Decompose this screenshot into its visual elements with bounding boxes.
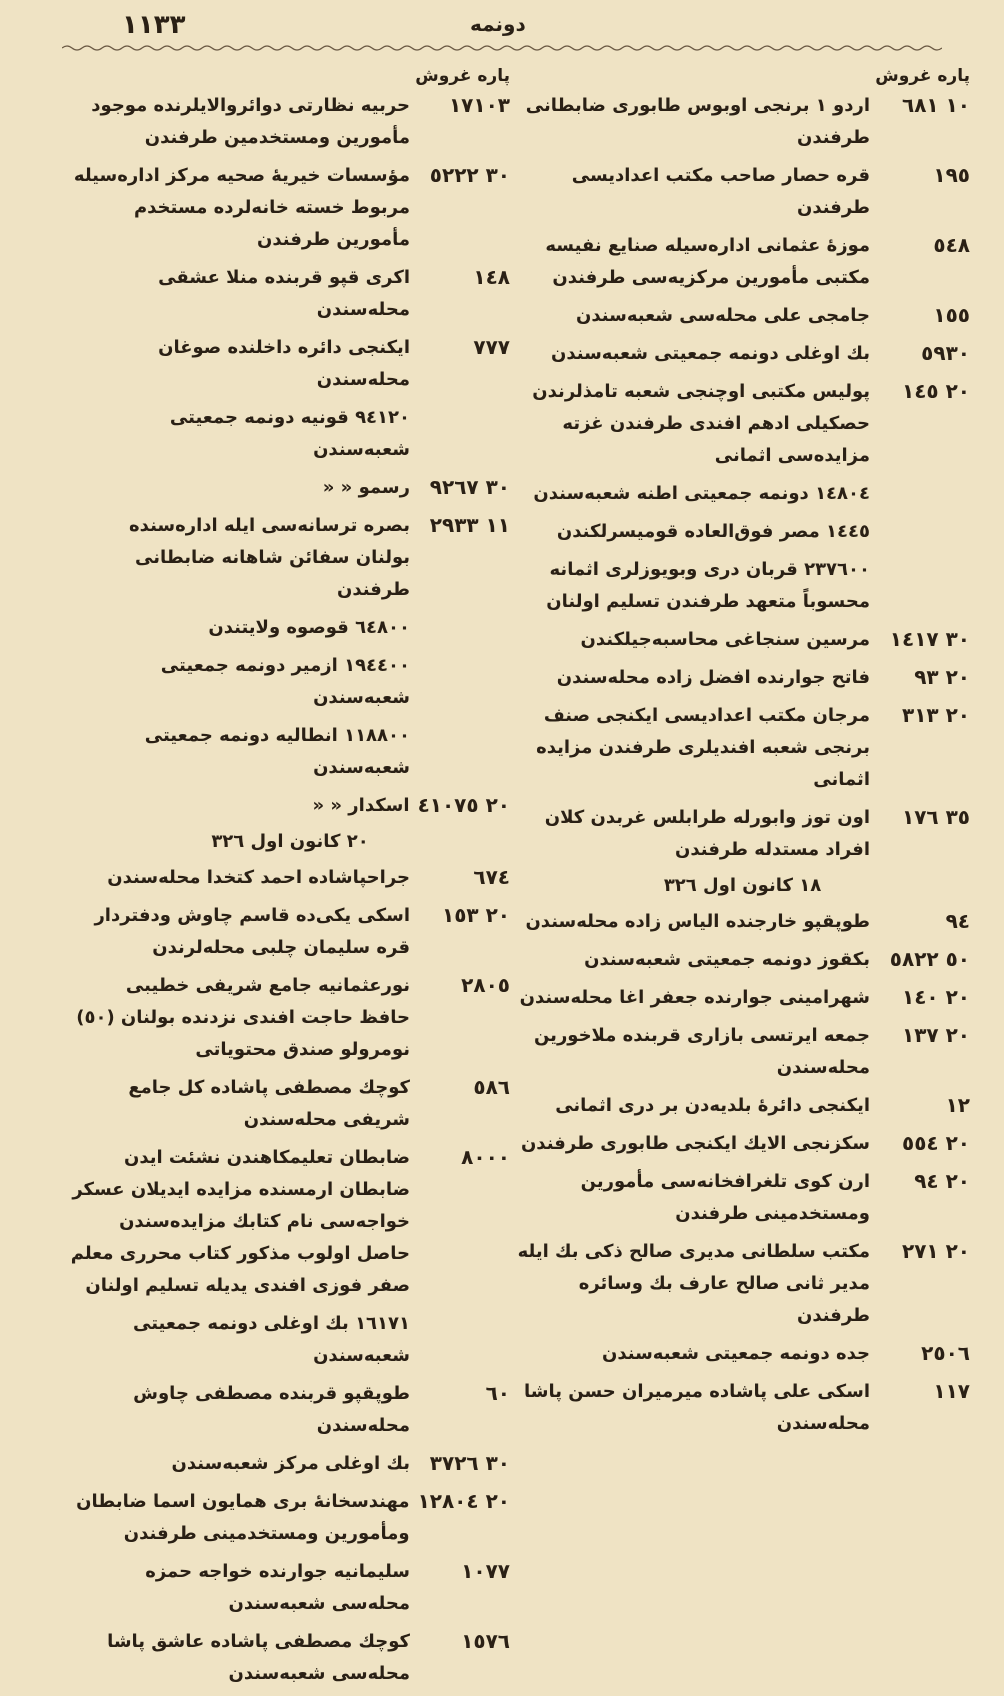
ledger-entry bbox=[70, 1072, 510, 1136]
ledger-entry bbox=[70, 790, 510, 822]
entry-text: مرجان مکتب اعدادیسی ایکنجی صنف برنجی شعبه افندیلری طرفندن مزایده اثمانی bbox=[536, 705, 870, 790]
entry-text: مهندسخانهٔ بری همایون اسما ضابطان ومأمورین ومستخدمینی طرفندن bbox=[76, 1491, 410, 1544]
amount: ٢٠ ٩٣ bbox=[914, 665, 970, 689]
amount: ٦٧٤ bbox=[473, 865, 510, 889]
entry-text: اسکدار « « bbox=[312, 795, 410, 816]
ledger-entry bbox=[515, 160, 970, 224]
entry-text: طوپقپو قربنده مصطفی چاوش محله‌سندن bbox=[133, 1383, 410, 1436]
ledger-entry bbox=[515, 554, 970, 618]
ledger-entry bbox=[515, 624, 970, 656]
amount: ٥٩٣٠ bbox=[921, 341, 970, 365]
ledger-entry bbox=[515, 478, 970, 510]
ledger-entry bbox=[70, 1378, 510, 1442]
entry-text: ارن کوی تلغرافخانه‌سی مأمورین ومستخدمینی طرفندن bbox=[580, 1171, 870, 1224]
entry-text: بصره ترسانه‌سی ایله اداره‌سنده بولنان سفائن شاهانه ضابطانی طرفندن bbox=[129, 515, 410, 600]
amount: ٢٠ ٣١٣ bbox=[901, 703, 970, 727]
ledger-entry bbox=[515, 982, 970, 1014]
entry-text: قره حصار صاحب مکتب اعدادیسی طرفندن bbox=[571, 165, 870, 218]
entry-text: ٩٤١٢٠ قونیه دونمه جمعیتی شعبه‌سندن bbox=[169, 407, 410, 460]
entry-text: ١٤٨٠٤ دونمه جمعیتی اطنه شعبه‌سندن bbox=[533, 483, 870, 504]
ledger-entry bbox=[515, 1236, 970, 1332]
entry-text: مرسین سنجاغی محاسبه‌جیلکندن bbox=[580, 629, 870, 650]
entry-text: مکتب سلطانی مدیری صالح ذکی بك ایله مدیر ثانی صالح عارف بك وسائره طرفندن bbox=[517, 1241, 870, 1326]
entry-text: بك اوغلی مرکز شعبه‌سندن bbox=[171, 1453, 410, 1474]
ledger-entry bbox=[70, 720, 510, 784]
ledger-entry bbox=[515, 802, 970, 866]
entry-text: ٦٤٨٠٠ قوصوه ولایتندن bbox=[208, 617, 410, 638]
entry-text: ١٦١٧١ بك اوغلی دونمه جمعیتی شعبه‌سندن bbox=[132, 1313, 410, 1366]
entry-text: ایکنجی دائره داخلنده صوغان محله‌سندن bbox=[158, 337, 410, 390]
amount: ١١ ٢٩٣٣ bbox=[429, 513, 510, 537]
entry-text: بك اوغلی دونمه جمعیتی شعبه‌سندن bbox=[550, 343, 870, 364]
entry-text: رسمو « « bbox=[322, 477, 410, 498]
entry-text: جراحپاشاده احمد کتخدا محله‌سندن bbox=[107, 867, 410, 888]
ledger-entry bbox=[515, 300, 970, 332]
ledger-entry bbox=[515, 1166, 970, 1230]
amount: ٥٠ ٥٨٢٢ bbox=[889, 947, 970, 971]
amount: ٧٧٧ bbox=[473, 335, 510, 359]
ledger-entry bbox=[70, 970, 510, 1066]
amount: ٣٠ ٥٢٢٢ bbox=[429, 163, 510, 187]
page-number: ١١٣٣ bbox=[122, 10, 186, 40]
date-line: ٢٠ کانون اول ٣٢٦ bbox=[211, 831, 369, 852]
ledger-entry bbox=[70, 332, 510, 396]
page-header bbox=[0, 8, 1004, 44]
entry-text: بکقوز دونمه جمعیتی شعبه‌سندن bbox=[584, 949, 870, 970]
ledger-entry bbox=[515, 338, 970, 370]
ledger-entry bbox=[70, 1448, 510, 1480]
right-column bbox=[515, 62, 970, 1446]
decorative-rule bbox=[62, 44, 942, 52]
entry-text: جامجی علی محله‌سی شعبه‌سندن bbox=[576, 305, 870, 326]
amount: ١١٧ bbox=[933, 1379, 970, 1403]
amount: ٨٠٠٠ bbox=[461, 1145, 510, 1169]
amount: ١٧١٠٣ bbox=[448, 93, 510, 117]
entry-text: کوچك مصطفی پاشاده کل جامع شریفی محله‌سندن bbox=[128, 1077, 410, 1130]
entry-text: اون توز وابورله طرابلس غربدن کلان افراد مستدله طرفندن bbox=[544, 807, 870, 860]
ledger-entry bbox=[515, 700, 970, 796]
entry-text: جمعه ایرتسی بازاری قربنده ملاخورین محله‌سندن bbox=[533, 1025, 870, 1078]
ledger-entry bbox=[70, 650, 510, 714]
date-line: ١٨ کانون اول ٣٢٦ bbox=[663, 875, 822, 896]
ledger-entry bbox=[70, 90, 510, 154]
ledger-entry bbox=[70, 1556, 510, 1620]
entry-text: اکری قپو قربنده منلا عشقی محله‌سندن bbox=[158, 267, 410, 320]
amount: ١٥٧٦ bbox=[461, 1629, 510, 1653]
ledger-entry bbox=[515, 1376, 970, 1440]
entry-text: اسکی علی پاشاده میرمیران حسن پاشا محله‌سندن bbox=[524, 1381, 870, 1434]
ledger-entry bbox=[70, 472, 510, 504]
ledger-entry bbox=[70, 1308, 510, 1372]
amount: ٥٤٨ bbox=[933, 233, 970, 257]
amount: ١٥٥ bbox=[933, 303, 970, 327]
entry-text: مؤسسات خیریهٔ صحیه مرکز اداره‌سیله مربوط خسته خانه‌لرده مستخدم مأمورین طرفندن bbox=[73, 165, 410, 250]
amount: ١٢ bbox=[945, 1093, 970, 1117]
ledger-entry bbox=[515, 1090, 970, 1122]
ledger-entry bbox=[70, 262, 510, 326]
ledger-entry bbox=[70, 862, 510, 894]
entry-text: طوپقپو خارجنده الیاس زاده محله‌سندن bbox=[525, 911, 870, 932]
amount: ٣٠ ٩٢٦٧ bbox=[429, 475, 510, 499]
entry-text: ١٤٤٥ مصر فوق‌العاده قومیسرلکندن bbox=[556, 521, 870, 542]
ledger-entry bbox=[515, 1338, 970, 1370]
ledger-entry bbox=[515, 230, 970, 294]
ledger-entry bbox=[70, 612, 510, 644]
entry-text: نورعثمانیه جامع شریفی خطیبی حافظ حاجت افندی نزدنده بولنان (٥٠) نومرولو صندق محتویاتی bbox=[76, 975, 410, 1060]
amount: ٣٠ ١٤١٧ bbox=[889, 627, 970, 651]
entry-text: ١١٨٨٠٠ انطالیه دونمه جمعیتی شعبه‌سندن bbox=[144, 725, 410, 778]
ledger-entry bbox=[70, 402, 510, 466]
amount: ١٩٥ bbox=[933, 163, 970, 187]
amount: ٦٠ bbox=[485, 1381, 510, 1405]
entry-text: جده دونمه جمعیتی شعبه‌سندن bbox=[601, 1343, 870, 1364]
amount: ٢٠ ١٤٥ bbox=[901, 379, 970, 403]
entry-text: ٢٣٧٦٠٠ قربان دری وبویوزلری اثمانه محسوباً متعهد طرفندن تسلیم اولنان bbox=[546, 559, 870, 612]
column-heading: پاره غروش bbox=[875, 66, 970, 86]
entry-text: ضابطان تعلیمکاهندن نشئت ایدن ضابطان ارمسنده مزایده ایدیلان عسکر خواجه‌سی نام کتابك مزایده‌سندن حاصل اولوب مذکور کتاب محرری معلم صفر فوزی افندی یدیله تسلیم اولنان bbox=[70, 1147, 410, 1296]
left-column bbox=[70, 62, 510, 1696]
amount: ١٠٧٧ bbox=[461, 1559, 510, 1583]
amount: ٥٨٦ bbox=[473, 1075, 510, 1099]
ledger-entry bbox=[70, 1486, 510, 1550]
ledger-entry bbox=[515, 944, 970, 976]
entry-text: کوچك مصطفی پاشاده عاشق پاشا محله‌سی شعبه‌سندن bbox=[107, 1631, 410, 1684]
entry-text: موزهٔ عثمانی اداره‌سیله صنایع نفیسه مکتبی مأمورین مرکزیه‌سی طرفندن bbox=[545, 235, 870, 288]
amount: ٢٠ ٤١٠٧٥ bbox=[417, 793, 510, 817]
amount: ٢٨٠٥ bbox=[461, 973, 510, 997]
ledger-entry bbox=[515, 516, 970, 548]
entry-text: فاتح جوارنده افضل زاده محله‌سندن bbox=[556, 667, 870, 688]
amount: ٩٤ bbox=[945, 909, 970, 933]
entry-text: حربیه نظارتی دوائروالایلرنده موجود مأمورین ومستخدمین طرفندن bbox=[91, 95, 410, 148]
amount: ٢٠ ١٥٣ bbox=[441, 903, 510, 927]
ledger-entry bbox=[70, 160, 510, 256]
amount: ٢٠ ٩٤ bbox=[914, 1169, 970, 1193]
entry-list bbox=[515, 90, 970, 1440]
entry-text: شهرامینی جوارنده جعفر اغا محله‌سندن bbox=[519, 987, 870, 1008]
entry-text: اسکی یکی‌ده قاسم چاوش ودفتردار قره سلیمان چلبی محله‌لرندن bbox=[94, 905, 410, 958]
entry-list bbox=[70, 90, 510, 1690]
ledger-entry bbox=[70, 900, 510, 964]
ledger-entry bbox=[70, 1142, 510, 1302]
amount: ٣٥ ١٧٦ bbox=[901, 805, 970, 829]
amount: ٢٠ ٥٥٤ bbox=[901, 1131, 970, 1155]
ledger-entry bbox=[515, 1020, 970, 1084]
entry-text: ایکنجی دائرهٔ بلدیه‌دن بر دری اثمانی bbox=[555, 1095, 870, 1116]
amount: ٢٠ ١٣٧ bbox=[901, 1023, 970, 1047]
entry-text: اردو ١ برنجی اوبوس طابوری ضابطانی طرفندن bbox=[525, 95, 870, 148]
amount: ١٤٨ bbox=[473, 265, 510, 289]
ledger-entry bbox=[70, 510, 510, 606]
ledger-entry bbox=[515, 906, 970, 938]
amount: ٢٠ ١٤٠ bbox=[901, 985, 970, 1009]
running-head: دونمه bbox=[470, 12, 526, 36]
column-heading: پاره غروش bbox=[415, 66, 510, 86]
amount: ٢٠ ١٢٨٠٤ bbox=[417, 1489, 510, 1513]
entry-text: سلیمانیه جوارنده خواجه حمزه محله‌سی شعبه‌سندن bbox=[145, 1561, 410, 1614]
amount: ٣٠ ٣٧٢٦ bbox=[429, 1451, 510, 1475]
ledger-entry bbox=[515, 1128, 970, 1160]
ledger-entry bbox=[515, 662, 970, 694]
ledger-entry bbox=[515, 376, 970, 472]
entry-text: پولیس مکتبی اوچنجی شعبه تامذلرندن حصکیلی ادهم افندی طرفندن غزته مزایده‌سی اثمانی bbox=[532, 381, 870, 466]
entry-text: ١٩٤٤٠٠ ازمیر دونمه جمعیتی شعبه‌سندن bbox=[160, 655, 410, 708]
amount: ٢٥٠٦ bbox=[921, 1341, 970, 1365]
entry-text: سکزنجی الایك ایکنجی طابوری طرفندن bbox=[520, 1133, 870, 1154]
amount: ١٠ ٦٨١ bbox=[901, 93, 970, 117]
ledger-entry bbox=[515, 90, 970, 154]
ledger-entry bbox=[70, 1626, 510, 1690]
amount: ٢٠ ٢٧١ bbox=[901, 1239, 970, 1263]
